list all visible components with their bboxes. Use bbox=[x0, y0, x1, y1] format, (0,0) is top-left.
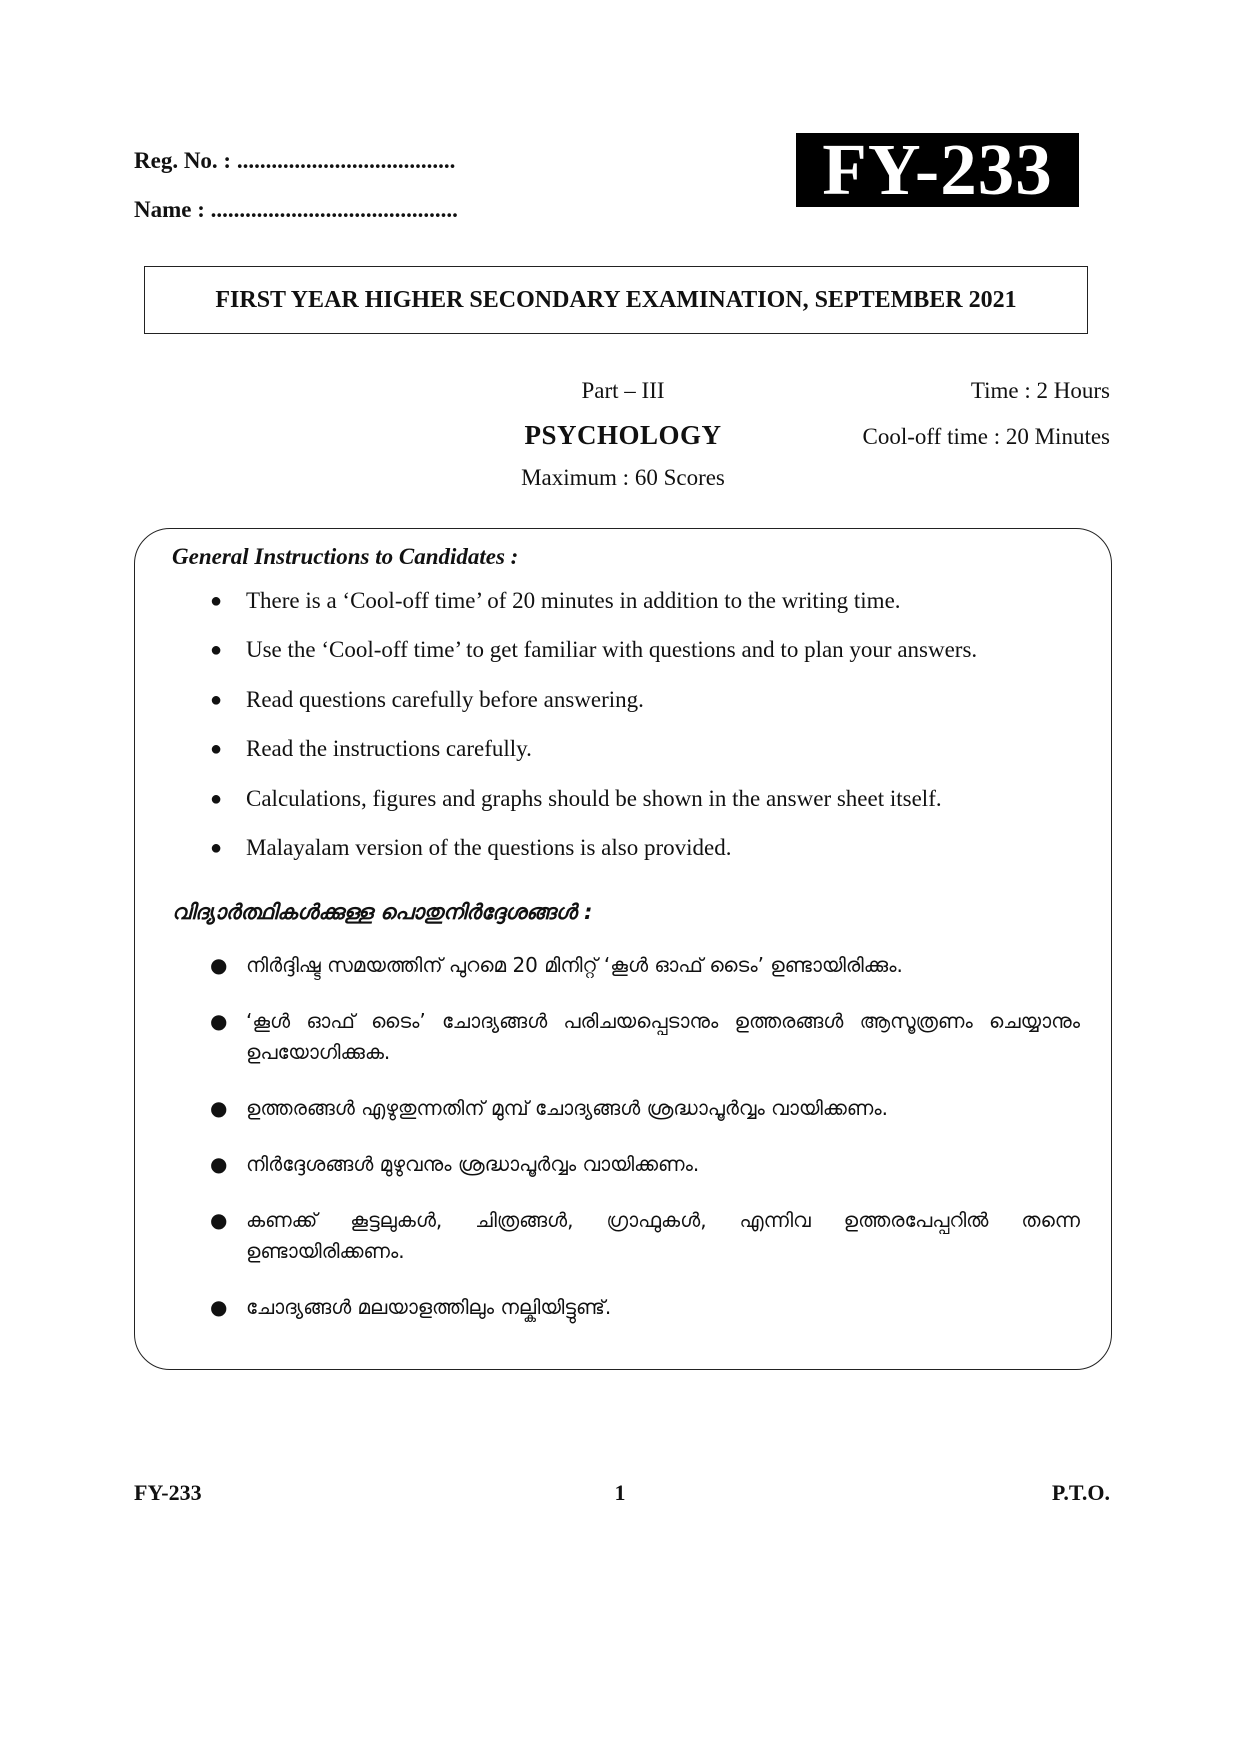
paper-code-badge: FY-233 bbox=[796, 133, 1079, 207]
instruction-text: കണക്ക് കൂട്ടലുകൾ, ചിത്രങ്ങൾ, ഗ്രാഫുകൾ, എന്നിവ ഉത്തരപേപ്പറിൽ തന്നെ ഉണ്ടായിരിക്കണം. bbox=[246, 1208, 1080, 1263]
list-item bbox=[210, 635, 1080, 665]
instruction-text: ഉത്തരങ്ങൾ എഴുതുന്നതിന് മുമ്പ് ചോദ്യങ്ങൾ ശ്രദ്ധാപൂർവ്വം വായിക്കണം. bbox=[246, 1096, 888, 1120]
pto-label: P.T.O. bbox=[1051, 1480, 1110, 1505]
list-item bbox=[210, 1205, 1080, 1267]
instructions-list-english bbox=[210, 586, 1080, 882]
cool-off-time: Cool-off time : 20 Minutes bbox=[862, 424, 1110, 449]
list-item bbox=[210, 586, 1080, 616]
part-label: Part – III bbox=[581, 378, 665, 403]
list-item bbox=[210, 685, 1080, 715]
name-field: Name : ........................................... bbox=[134, 197, 458, 222]
instructions-heading-english: General Instructions to Candidates : bbox=[172, 544, 519, 569]
exam-title-box bbox=[144, 266, 1088, 334]
bullet-icon: ● bbox=[210, 688, 223, 711]
bullet-icon: ● bbox=[210, 738, 223, 761]
maximum-score: Maximum : 60 Scores bbox=[521, 465, 725, 490]
instruction-text: There is a ‘Cool-off time’ of 20 minutes in addition to the writing time. bbox=[246, 588, 901, 613]
bullet-icon: ● bbox=[210, 953, 228, 977]
instruction-text: ചോദ്യങ്ങൾ മലയാളത്തിലും നല്കിയിട്ടുണ്ട്. bbox=[246, 1295, 612, 1319]
instruction-text: Read questions carefully before answering. bbox=[246, 686, 644, 712]
subject-title: PSYCHOLOGY bbox=[524, 420, 722, 450]
list-item bbox=[210, 1149, 1080, 1180]
page-number: 1 bbox=[614, 1480, 626, 1505]
instruction-text: Read the instructions carefully. bbox=[246, 736, 532, 762]
instructions-list-malayalam bbox=[210, 950, 1080, 1348]
bullet-icon: ● bbox=[210, 639, 223, 662]
footer-paper-code: FY-233 bbox=[134, 1480, 202, 1505]
bullet-icon: ● bbox=[210, 1208, 228, 1232]
reg-no-field: Reg. No. : ...................................... bbox=[134, 148, 456, 173]
list-item bbox=[210, 833, 1080, 863]
instruction-text: നിർദ്ദേശങ്ങൾ മുഴുവനും ശ്രദ്ധാപൂർവ്വം വായിക്കണം. bbox=[246, 1152, 700, 1176]
instruction-text: ‘കൂൾ ഓഫ് ടൈം’ ചോദ്യങ്ങൾ പരിചയപ്പെടാനും ഉത്തരങ്ങൾ ആസൂത്രണം ചെയ്യാനും ഉപയോഗിക്കുക. bbox=[246, 1009, 1080, 1064]
time-duration: Time : 2 Hours bbox=[970, 378, 1110, 403]
bullet-icon: ● bbox=[210, 836, 223, 859]
instructions-heading-malayalam: വിദ്യാർത്ഥികൾക്കുള്ള പൊതുനിർദ്ദേശങ്ങൾ : bbox=[172, 900, 593, 924]
list-item bbox=[210, 1292, 1080, 1323]
instruction-text: Malayalam version of the questions is also provided. bbox=[246, 834, 732, 860]
exam-title: FIRST YEAR HIGHER SECONDARY EXAMINATION, SEPTEMBER 2021 bbox=[215, 286, 1017, 313]
bullet-icon: ● bbox=[210, 1009, 228, 1033]
bullet-icon: ● bbox=[210, 1152, 228, 1176]
list-item bbox=[210, 950, 1080, 981]
bullet-icon: ● bbox=[210, 590, 223, 612]
bullet-icon: ● bbox=[210, 1096, 228, 1120]
bullet-icon: ● bbox=[210, 1295, 228, 1319]
instruction-text: Use the ‘Cool-off time’ to get familiar with questions and to plan your answers. bbox=[246, 637, 978, 663]
list-item bbox=[210, 1093, 1080, 1124]
list-item bbox=[210, 1006, 1080, 1068]
instruction-text: നിർദ്ദിഷ്ട സമയത്തിന് പുറമെ 20 മിനിറ്റ് ‘കൂൾ ഓഫ് ടൈം’ ഉണ്ടായിരിക്കും. bbox=[246, 953, 903, 977]
instruction-text: Calculations, figures and graphs should be shown in the answer sheet itself. bbox=[246, 785, 942, 811]
list-item bbox=[210, 784, 1080, 814]
bullet-icon: ● bbox=[210, 787, 223, 810]
list-item bbox=[210, 734, 1080, 764]
